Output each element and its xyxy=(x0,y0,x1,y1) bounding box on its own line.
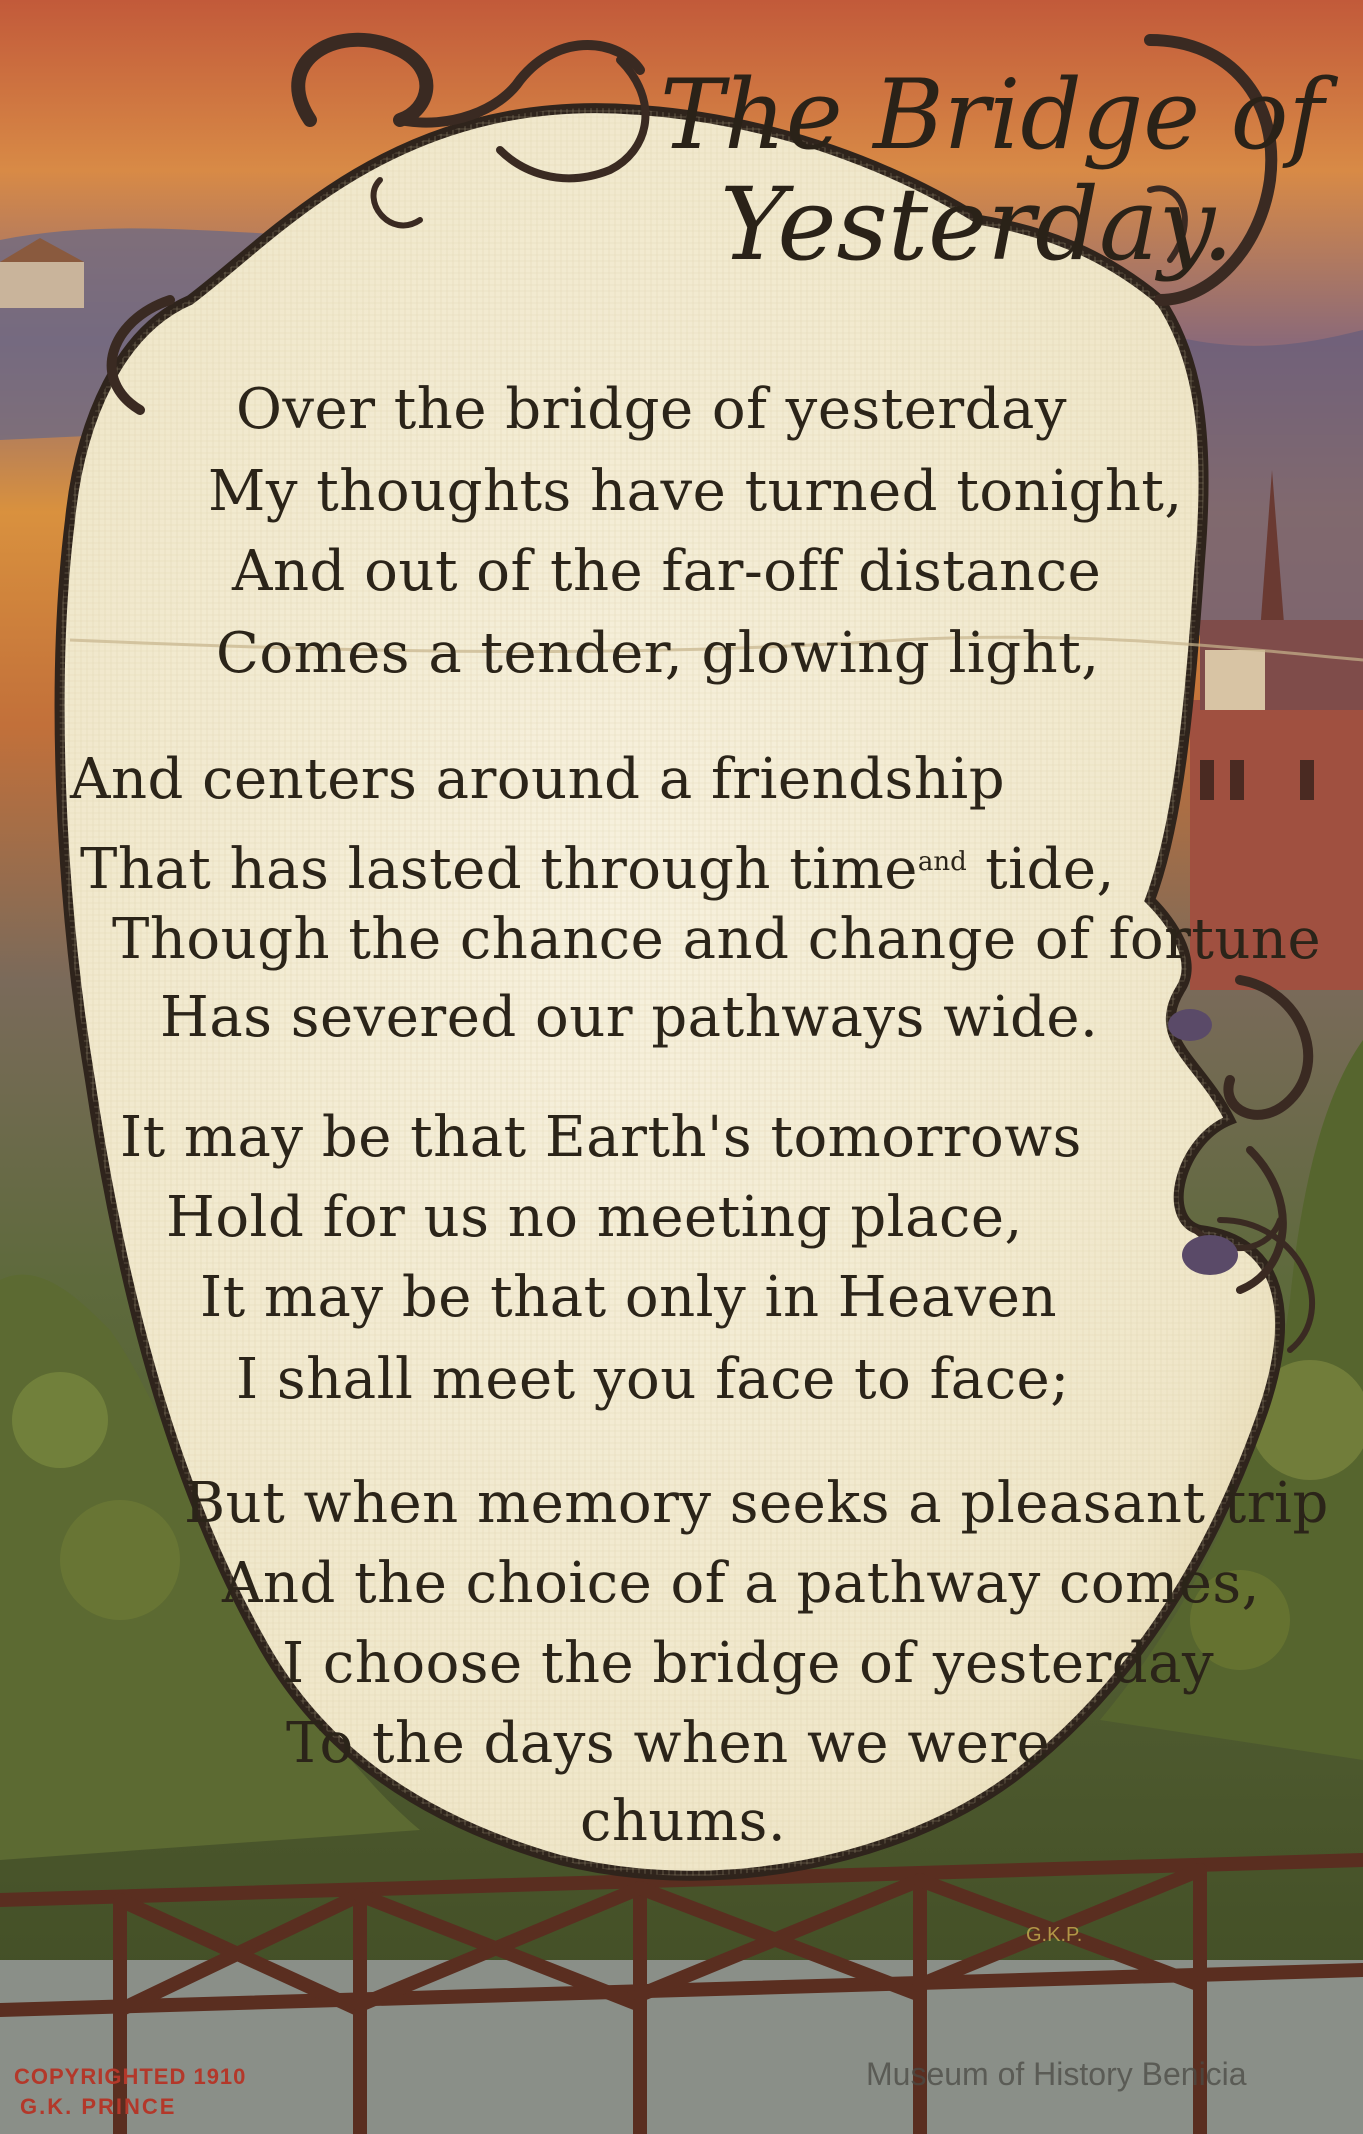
poem-line: It may be that Earth's tomorrows xyxy=(120,1105,1082,1170)
poem-line: Hold for us no meeting place, xyxy=(166,1185,1023,1250)
poem-line-text: That has lasted through time xyxy=(80,837,918,902)
poem-line: Has severed our pathways wide. xyxy=(160,985,1099,1050)
poem-line: chums. xyxy=(580,1789,787,1854)
poem-line: To the days when we were xyxy=(286,1711,1051,1776)
poem-line: I choose the bridge of yesterday xyxy=(282,1631,1215,1696)
poem-line: It may be that only in Heaven xyxy=(200,1265,1058,1330)
copyright-line-2: G.K. PRINCE xyxy=(20,2094,177,2119)
artist-initials: G.K.P. xyxy=(1026,1924,1083,1946)
poem-line: But when memory seeks a pleasant trip xyxy=(184,1471,1329,1536)
small-and-word: and xyxy=(917,847,967,877)
poem-line xyxy=(80,830,1115,902)
poem-line: Though the chance and change of fortune xyxy=(112,907,1322,972)
poem-line: Comes a tender, glowing light, xyxy=(216,621,1100,686)
museum-watermark: Museum of History Benicia xyxy=(866,2056,1247,2092)
poem-line-text: tide, xyxy=(985,837,1115,902)
title-line-2: Yesterday. xyxy=(720,166,1234,283)
title-line-1: The Bridge of xyxy=(660,59,1324,171)
copyright-line-1: COPYRIGHTED 1910 xyxy=(14,2064,247,2089)
poem-line: My thoughts have turned tonight, xyxy=(208,459,1183,524)
poem-line: And the choice of a pathway comes, xyxy=(222,1551,1260,1616)
poem-line: And out of the far-off distance xyxy=(232,539,1102,604)
poem-line: Over the bridge of yesterday xyxy=(236,377,1067,442)
poem-line: And centers around a friendship xyxy=(70,747,1006,812)
poem-line: I shall meet you face to face; xyxy=(236,1347,1070,1412)
